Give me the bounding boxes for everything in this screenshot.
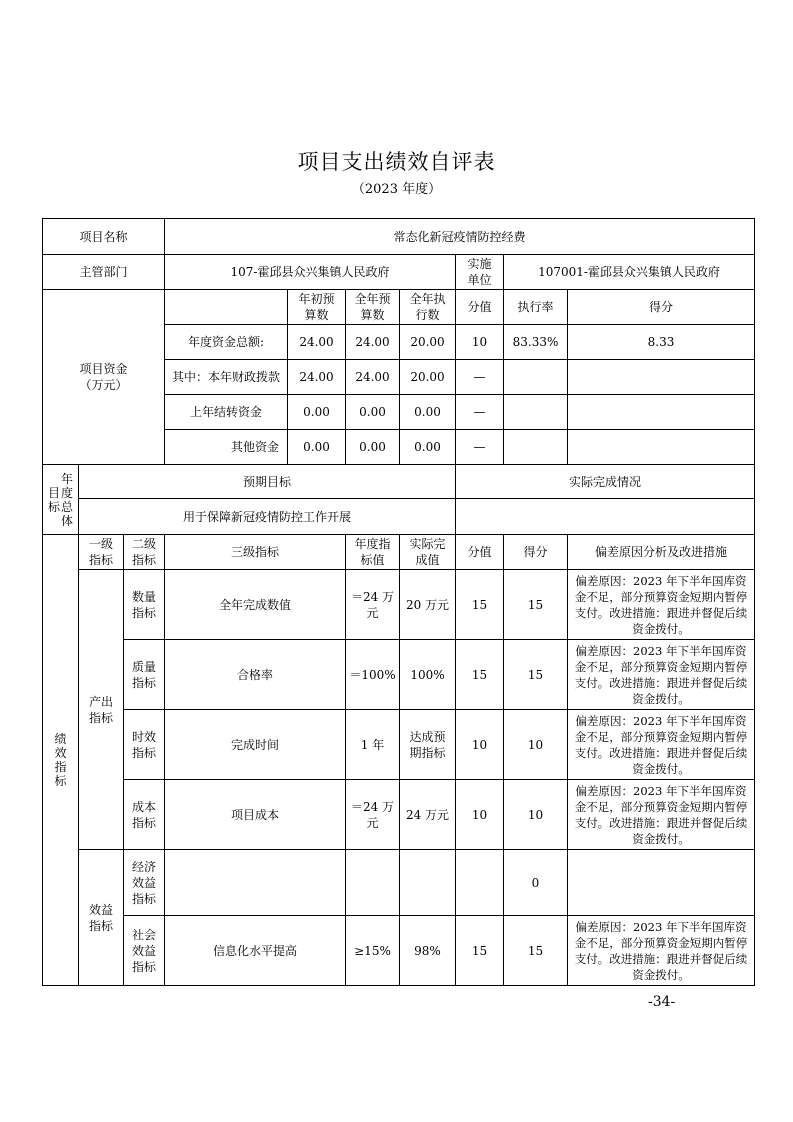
deviation-note: 偏差原因：2023 年下半年国库资金不足，部分预算资金短期内暂停支付。改进措施：跟进并督促后续资金拨付。 [568,570,755,640]
expected-goal-label: 预期目标 [79,465,456,499]
actual-goal-text [456,499,755,535]
funds-score-value: — [456,395,504,430]
funds-score [568,430,755,465]
deviation-note: 偏差原因：2023 年下半年国库资金不足，部分预算资金短期内暂停支付。改进措施：跟进并督促后续资金拨付。 [568,710,755,780]
target-value: ≥15% [346,916,400,986]
actual-goal-label: 实际完成情况 [456,465,755,499]
page-subtitle: （2023 年度） [351,182,442,197]
score-value [456,850,504,916]
funds-row-label: 其他资金 [165,430,288,465]
funds-initial: 0.00 [288,395,346,430]
ind-header-level3: 三级指标 [165,535,346,570]
funds-rate [504,360,568,395]
funds-header-initial: 年初预 算数 [288,290,346,325]
funds-annual: 0.00 [346,395,400,430]
funds-header-score-value: 分值 [456,290,504,325]
indicator-row [43,916,755,986]
funds-rate: 83.33% [504,325,568,360]
ind-header-note: 偏差原因分析及改进措施 [568,535,755,570]
score-value: 10 [456,780,504,850]
funds-executed: 20.00 [400,325,456,360]
funds-initial: 0.00 [288,430,346,465]
page-title: 项目支出绩效自评表 [297,150,496,174]
goals-inner-text: 年度总体 [60,471,73,528]
output-indicator-label: 产出 指标 [79,570,124,850]
level3-label: 项目成本 [165,780,346,850]
actual-value: 20 万元 [400,570,456,640]
actual-value [400,850,456,916]
goals-outer-label [43,465,79,535]
score: 15 [504,640,568,710]
score: 10 [504,780,568,850]
deviation-note: 偏差原因：2023 年下半年国库资金不足，部分预算资金短期内暂停支付。改进措施：跟进并督促后续资金拨付。 [568,640,755,710]
actual-value: 98% [400,916,456,986]
deviation-note: 偏差原因：2023 年下半年国库资金不足，部分预算资金短期内暂停支付。改进措施：跟进并督促后续资金拨付。 [568,916,755,986]
level3-label: 合格率 [165,640,346,710]
funds-annual: 0.00 [346,430,400,465]
funds-score: 8.33 [568,325,755,360]
project-name-value: 常态化新冠疫情防控经费 [165,219,755,255]
indicator-row [43,780,755,850]
score: 0 [504,850,568,916]
ind-header-score: 得分 [504,535,568,570]
funds-initial: 24.00 [288,325,346,360]
deviation-note [568,850,755,916]
indicators-label-text: 绩效指标 [54,731,67,788]
level3-label [165,850,346,916]
funds-rate [504,395,568,430]
target-value: ＝100% [346,640,400,710]
funds-header-score: 得分 [568,290,755,325]
funds-score [568,395,755,430]
funds-score-value: — [456,430,504,465]
score-value: 15 [456,640,504,710]
impl-unit-label: 实施 单位 [456,255,504,290]
score: 15 [504,570,568,640]
score: 10 [504,710,568,780]
indicators-label [43,535,79,986]
score-value: 15 [456,916,504,986]
level2-label: 时效 指标 [124,710,165,780]
level3-label: 全年完成数值 [165,570,346,640]
dept-label: 主管部门 [43,255,165,290]
level3-label: 完成时间 [165,710,346,780]
level2-label: 社会 效益 指标 [124,916,165,986]
expected-goal-text: 用于保障新冠疫情防控工作开展 [79,499,456,535]
funds-header-rate: 执行率 [504,290,568,325]
project-name-label: 项目名称 [43,219,165,255]
deviation-note: 偏差原因：2023 年下半年国库资金不足，部分预算资金短期内暂停支付。改进措施：跟进并督促后续资金拨付。 [568,780,755,850]
performance-table [42,218,755,986]
page-number: -34- [648,994,676,1010]
ind-header-score-value: 分值 [456,535,504,570]
level2-label: 经济 效益 指标 [124,850,165,916]
target-value: 1 年 [346,710,400,780]
score-value: 15 [456,570,504,640]
impl-unit-value: 107001-霍邱县众兴集镇人民政府 [504,255,755,290]
funds-label: 项目资金 （万元） [43,290,165,465]
funds-executed: 0.00 [400,395,456,430]
benefit-indicator-label: 效益 指标 [79,850,124,986]
target-value: ＝24 万 元 [346,570,400,640]
ind-header-level1: 一级 指标 [79,535,124,570]
score: 15 [504,916,568,986]
funds-header-executed: 全年执 行数 [400,290,456,325]
level2-label: 质量 指标 [124,640,165,710]
funds-executed: 20.00 [400,360,456,395]
target-value [346,850,400,916]
actual-value: 24 万元 [400,780,456,850]
score-value: 10 [456,710,504,780]
funds-annual: 24.00 [346,360,400,395]
funds-score-value: — [456,360,504,395]
funds-header-blank [165,290,288,325]
level2-label: 成本 指标 [124,780,165,850]
funds-row-label: 上年结转资金 [165,395,288,430]
funds-header-annual: 全年预 算数 [346,290,400,325]
actual-value: 100% [400,640,456,710]
indicator-row [43,850,755,916]
funds-executed: 0.00 [400,430,456,465]
indicator-row [43,640,755,710]
funds-annual: 24.00 [346,325,400,360]
ind-header-level2: 二级 指标 [124,535,165,570]
funds-score-value: 10 [456,325,504,360]
ind-header-actual: 实际完 成值 [400,535,456,570]
funds-initial: 24.00 [288,360,346,395]
indicator-row [43,710,755,780]
level2-label: 数量 指标 [124,570,165,640]
indicator-row [43,570,755,640]
actual-value: 达成预 期指标 [400,710,456,780]
funds-rate [504,430,568,465]
funds-row-label: 年度资金总额: [165,325,288,360]
target-value: ＝24 万 元 [346,780,400,850]
ind-header-target: 年度指 标值 [346,535,400,570]
level3-label: 信息化水平提高 [165,916,346,986]
funds-score [568,360,755,395]
goals-outer-text: 目标 [47,485,60,514]
funds-row-label: 其中：本年财政拨款 [165,360,288,395]
dept-value: 107-霍邱县众兴集镇人民政府 [165,255,456,290]
